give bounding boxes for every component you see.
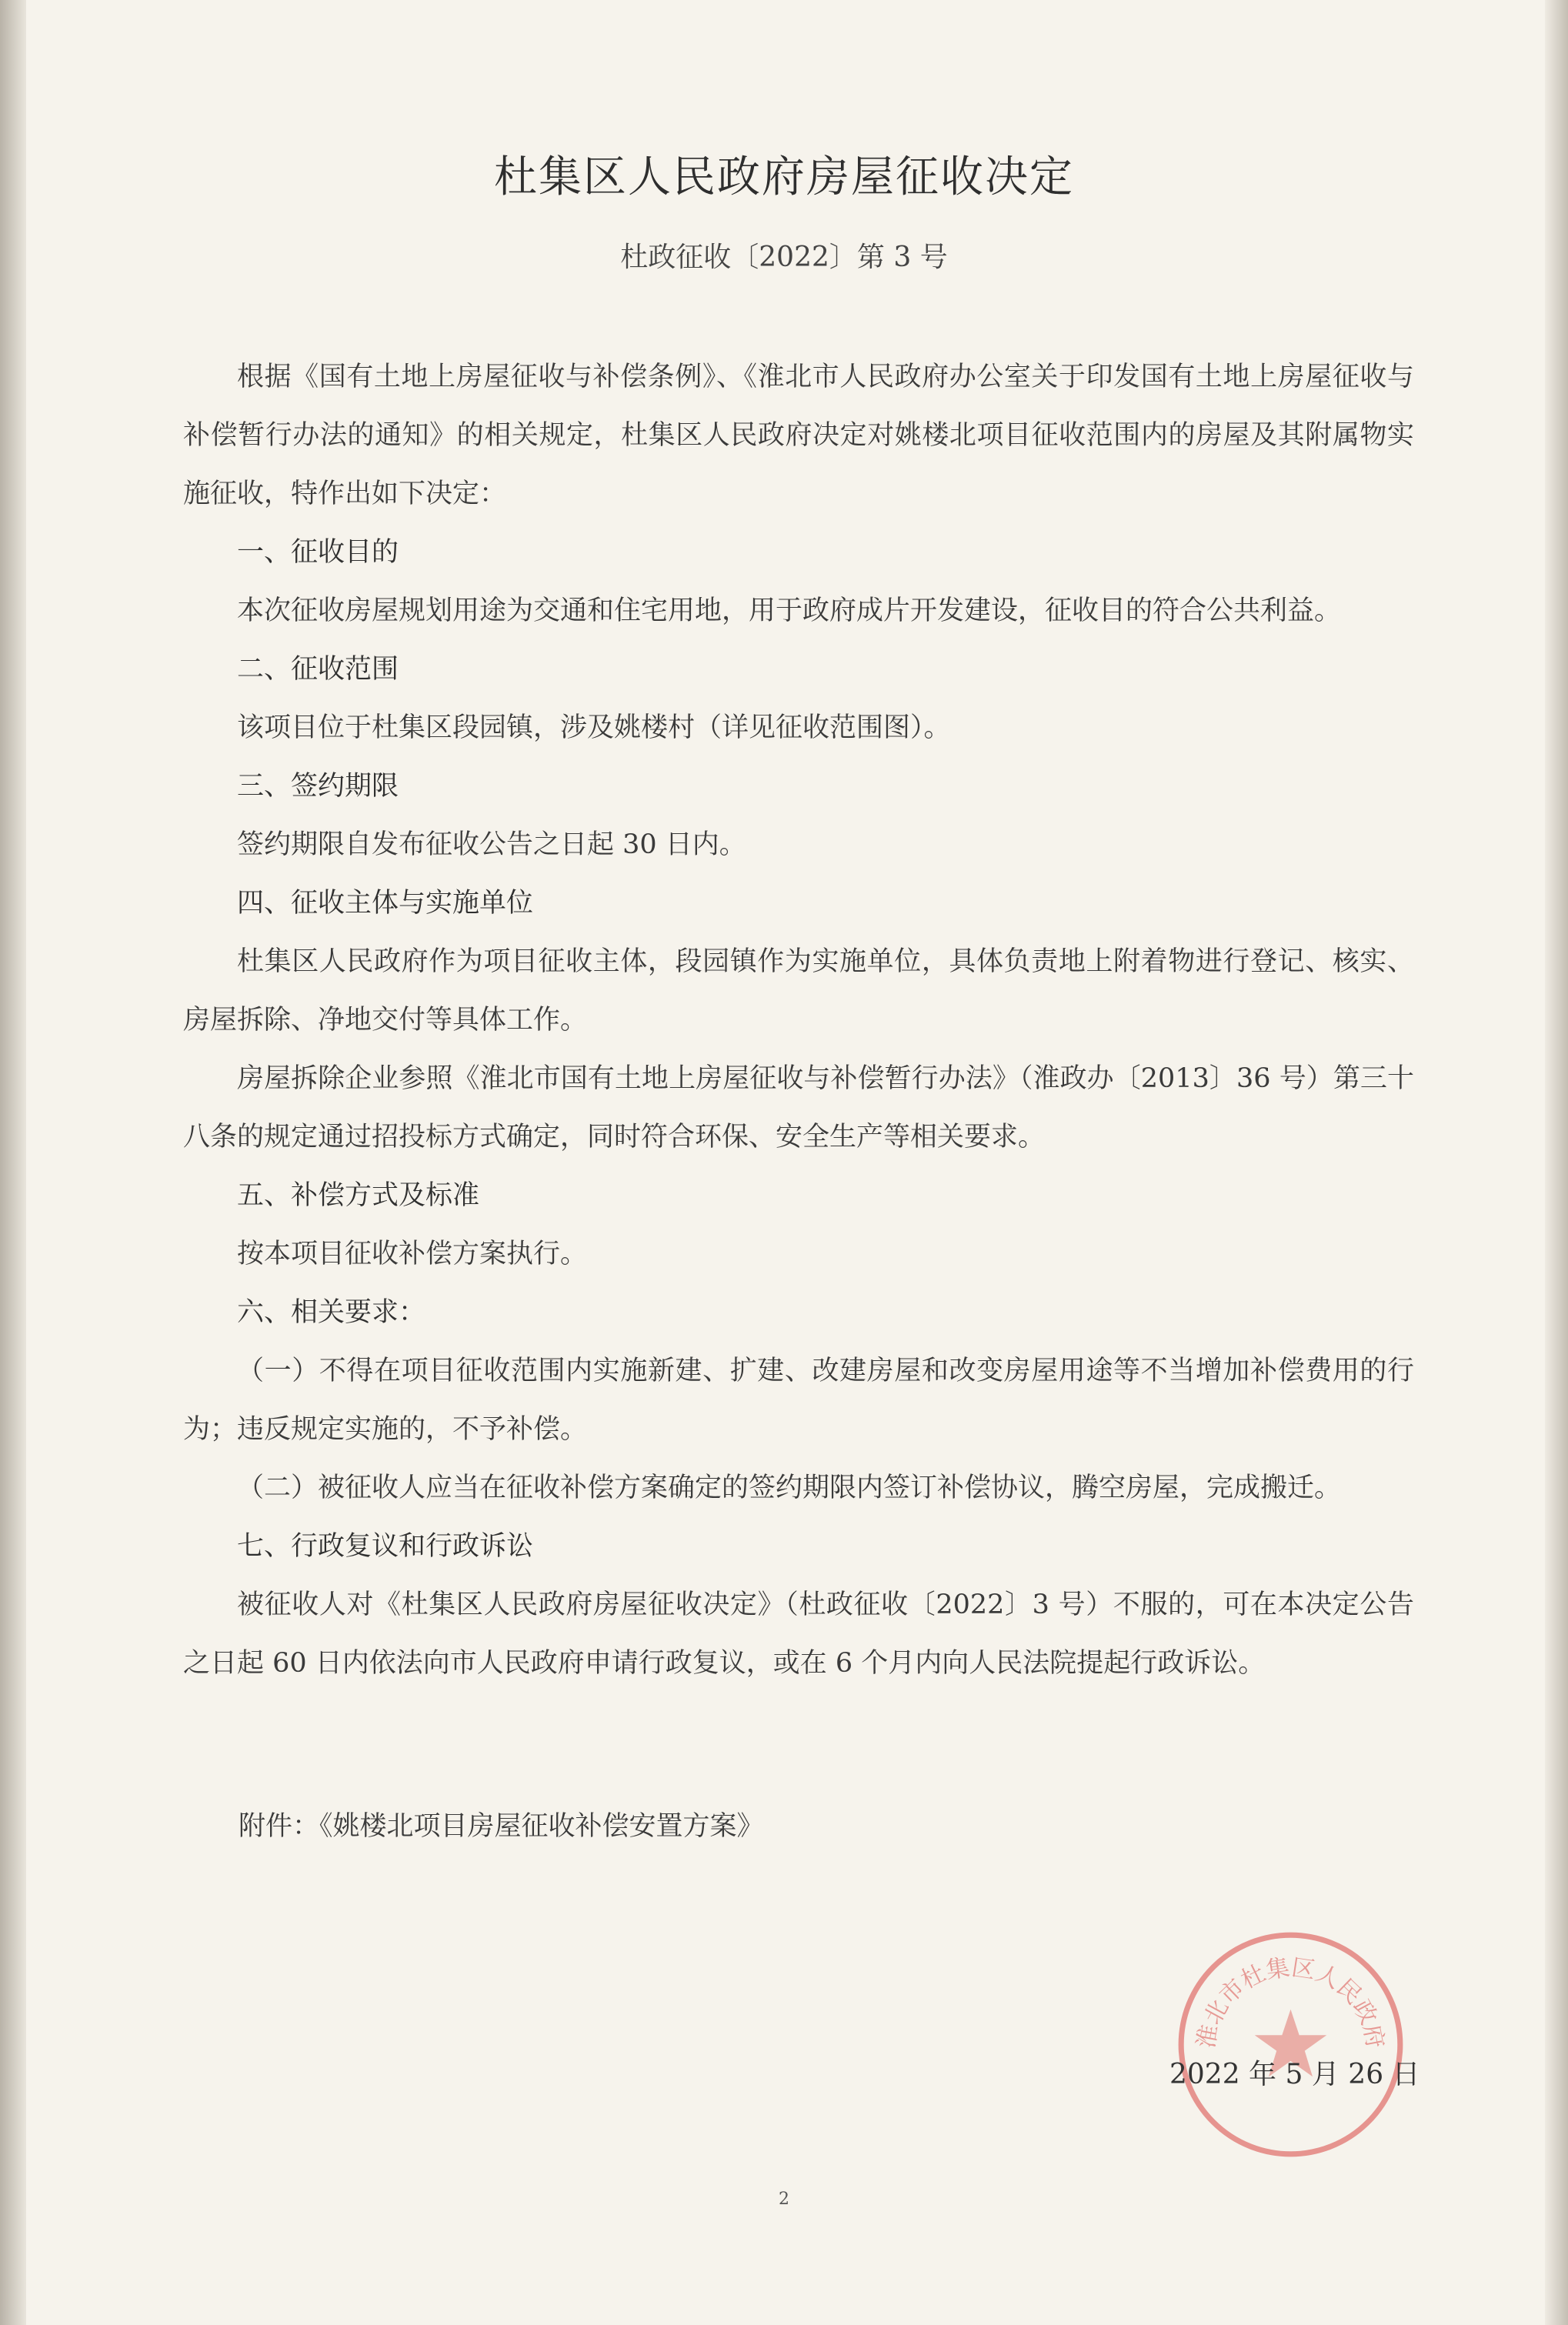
seal-graphic [1173,1927,1408,2162]
section-6-heading: 六、相关要求： [237,1297,426,1328]
section-7-paragraph: 被征收人对《杜集区人民政府房屋征收决定》（杜政征收〔2022〕3 号）不服的，可在本决定公告之日起 60 日内依法向市人民政府申请行政复议，或在 6 个月内向人民法院提起行政诉讼。 [183,1589,1414,1679]
page-right-edge-shadow [1545,0,1568,2325]
section-2-heading: 二、征收范围 [237,654,399,685]
section-2-paragraph: 该项目位于杜集区段园镇，涉及姚楼村（详见征收范围图）。 [237,712,951,743]
seal-text-path: 淮北市杜集区人民政府 [1193,1954,1389,2051]
section-5-heading: 五、补偿方式及标准 [237,1180,480,1211]
attachment-line: 附件：《姚楼北项目房屋征收补偿安置方案》 [239,1811,764,1842]
section-1-heading: 一、征收目的 [237,537,399,568]
section-4-paragraph-1: 杜集区人民政府作为项目征收主体，段园镇作为实施单位，具体负责地上附着物进行登记、核实、房屋拆除、净地交付等具体工作。 [183,946,1414,1036]
section-6-paragraph-2: （二）被征收人应当在征收补偿方案确定的签约期限内签订补偿协议，腾空房屋，完成搬迁。 [237,1473,1342,1503]
document-number: 杜政征收〔2022〕第 3 号 [620,242,948,273]
section-1-paragraph: 本次征收房屋规划用途为交通和住宅用地，用于政府成片开发建设，征收目的符合公共利益。 [237,595,1342,626]
section-6-paragraph-1: （一）不得在项目征收范围内实施新建、扩建、改建房屋和改变房屋用途等不当增加补偿费用的行为；违反规定实施的，不予补偿。 [183,1356,1414,1445]
official-seal [1173,1927,1408,2162]
page-number: 2 [779,2190,789,2209]
section-3-heading: 三、签约期限 [237,771,399,802]
section-7-heading: 七、行政复议和行政诉讼 [237,1531,534,1562]
section-5-paragraph: 按本项目征收补偿方案执行。 [237,1239,588,1269]
page-left-edge-shadow [0,0,26,2325]
section-3-paragraph: 签约期限自发布征收公告之日起 30 日内。 [237,829,746,860]
preamble-paragraph: 根据《国有土地上房屋征收与补偿条例》、《淮北市人民政府办公室关于印发国有土地上房屋征收与补偿暂行办法的通知》的相关规定，杜集区人民政府决定对姚楼北项目征收范围内的房屋及其附属物实施征收，特作出如下决定： [183,362,1414,509]
document-title: 杜集区人民政府房屋征收决定 [494,152,1074,202]
section-4-heading: 四、征收主体与实施单位 [237,888,534,919]
signature-date: 2022 年 5 月 26 日 [1169,2059,1420,2090]
document-body [183,348,1414,1693]
section-4-paragraph-2: 房屋拆除企业参照《淮北市国有土地上房屋征收与补偿暂行办法》（淮政办〔2013〕36 号）第三十八条的规定通过招投标方式确定，同时符合环保、安全生产等相关要求。 [183,1063,1414,1152]
